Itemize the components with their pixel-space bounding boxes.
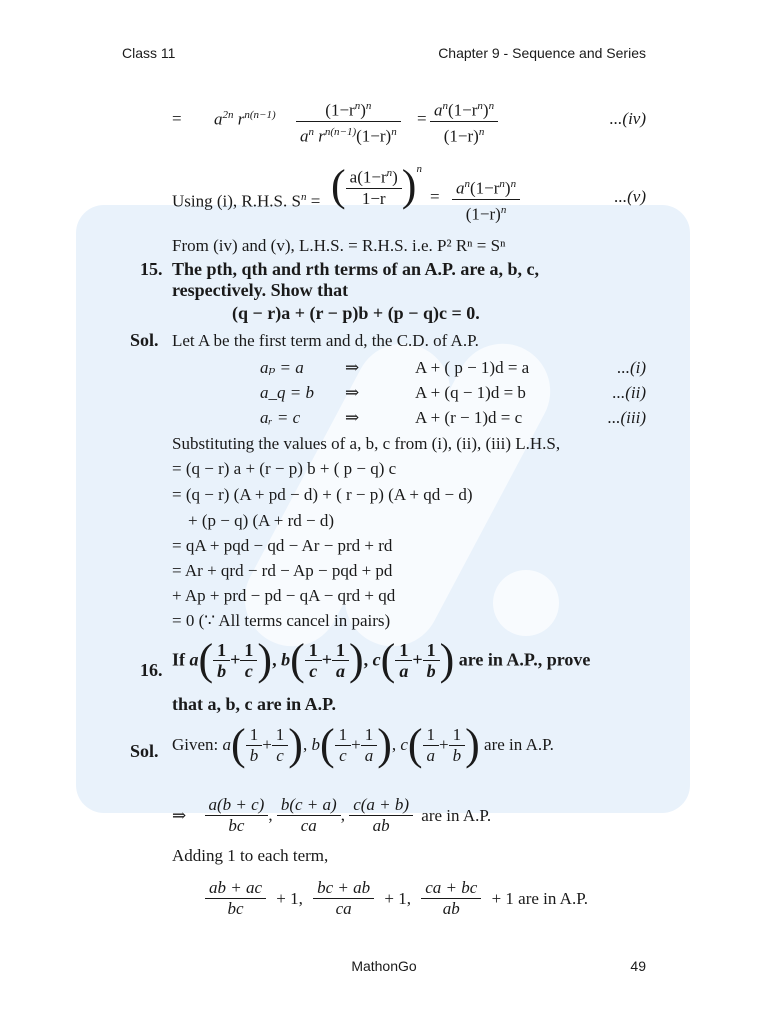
sol15-step: + Ap + prd − pd − qA − qrd + qd [172,586,396,605]
eq-v-paren-group: ( $\frac{a(1-r^n)}{1-r}$ )$^n$ [331,160,422,210]
sol15-row-lhs: aᵣ = c [260,408,301,427]
footer-brand: MathonGo [351,958,417,974]
sol16-adding: Adding 1 to each term, [172,846,329,865]
sol15-step: = (q − r) (A + pd − d) + ( r − p) (A + qd − d) [172,485,473,504]
sol15-row-tag: ...(ii) [612,383,646,402]
sol15-step: + (p − q) (A + rd − d) [188,511,334,530]
question-number: 16. [140,660,163,680]
sol15-row-lhs: a_q = b [260,383,314,402]
sol15-step: = 0 (∵ All terms cancel in pairs) [172,611,391,630]
sol15-step: = qA + pqd − qd − Ar − prd + rd [172,536,393,555]
sol15-row-rhs: A + (q − 1)d = b [415,383,526,402]
sol15-row-rhs: A + ( p − 1)d = a [415,358,530,377]
eq-v-label: ...(v) [614,187,646,206]
sol15-row-arrow: ⇒ [345,383,360,402]
eq-v-fraction-2: $\frac{a^n(1-r^n)^n}{(1-r)^n}$ [452,174,520,224]
eq-v-equals-2: = [430,187,440,206]
sol15-intro: Let A be the first term and d, the C.D. of A.P. [172,331,479,350]
sol15-row-arrow: ⇒ [345,358,360,377]
solution-label: Sol. [130,741,159,761]
eq-iv-equals: = [172,109,182,128]
sol15-step: = (q − r) a + (r − p) b + ( p − q) c [172,459,397,478]
q16-line2: that a, b, c are in A.P. [172,694,337,714]
q16-expression: If a( $\frac{1}{b}$ + $\frac{1}{c}$ ), b( $\frac{1}{c}$ + $\frac{1}{a}$ ), c( $\frac{1}{a}$ + $\frac{1}{b}$ ) are in A.P., prove [172,635,591,684]
header-chapter: Chapter 9 - Sequence and Series [438,45,646,61]
from-line: From (iv) and (v), L.H.S. = R.H.S. i.e. P² Rⁿ = Sⁿ [172,236,506,255]
q15-line1: The pth, qth and rth terms of an A.P. are a, b, c, [172,259,540,279]
sol15-row-rhs: A + (r − 1)d = c [415,408,523,427]
eq-iv-a: $a^{2n}$ $r^{n(n-1)}$ [214,109,276,129]
sol16-implies-line: ⇒ $\frac{a(b + c)}{bc}$ , $\frac{b(c + a)}{ca}$ , $\frac{c(a + b)}{ab}$ are in A.P. [172,795,492,835]
sol15-row-tag: ...(iii) [607,408,646,427]
eq-v-text: Using (i), R.H.S. $S^n$ = [172,191,321,211]
sol16-sum-line: $\frac{ab + ac}{bc}$ + 1, $\frac{bc + ab}{ca}$ + 1, $\frac{ca + bc}{ab}$ + 1 are in A.P. [205,878,588,919]
question-number: 15. [140,259,163,279]
sol15-row-tag: ...(i) [617,358,646,377]
page-number: 49 [630,958,646,974]
q15-line3: (q − r)a + (r − p)b + (p − q)c = 0. [232,303,480,323]
header-class: Class 11 [122,45,176,61]
sol15-row-arrow: ⇒ [345,408,360,427]
sol16-given: Given: a( $\frac{1}{b}$ + $\frac{1}{c}$ ), b( $\frac{1}{c}$ + $\frac{1}{a}$ ), c( $\frac{1}{a}$ + $\frac{1}{b}$ ) are in A.P. [172,720,554,769]
watermark-logo-dot [493,570,559,636]
solution-label: Sol. [130,330,159,350]
q15-line2: respectively. Show that [172,280,349,300]
sol15-row-lhs: aₚ = a [260,358,304,377]
sol15-step: = Ar + qrd − rd − Ap − pqd + pd [172,561,393,580]
eq-iv-label: ...(iv) [609,109,646,128]
eq-iv-equals-2: = [417,109,427,128]
sol15-subst: Substituting the values of a, b, c from (i), (ii), (iii) L.H.S, [172,434,561,453]
eq-iv-fraction-1: $\frac{(1-r^n)^n}{a^n r^{n(n-1)}(1-r)^n}$ [296,96,401,146]
eq-iv-fraction-2: $\frac{a^n(1-r^n)^n}{(1-r)^n}$ [430,96,498,146]
